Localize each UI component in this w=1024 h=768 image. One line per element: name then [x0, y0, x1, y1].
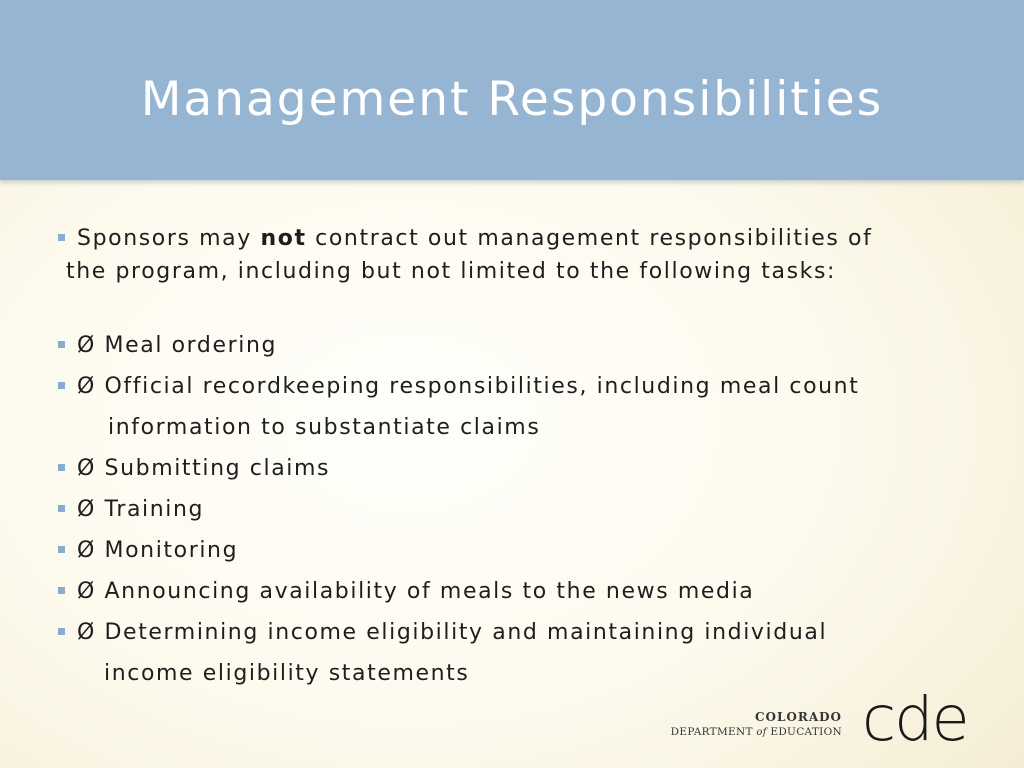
intro-emphasis: not	[260, 226, 307, 251]
intro-text-end: contract out management responsibilities of	[306, 226, 873, 251]
bullet-marker: Ø	[77, 620, 96, 645]
intro-line-1	[58, 222, 988, 255]
list-item	[58, 535, 998, 576]
cde-logo-mark	[862, 694, 988, 748]
square-bullet-icon	[58, 546, 65, 553]
square-bullet-icon	[58, 382, 65, 389]
list-item-text: Training	[104, 497, 205, 522]
list-item-text: Submitting claims	[104, 456, 331, 481]
logo-department-name	[671, 726, 842, 738]
bullet-marker: Ø	[77, 333, 96, 358]
list-item-text: Official recordkeeping responsibilities, including meal count	[104, 374, 860, 399]
square-bullet-icon	[58, 505, 65, 512]
square-bullet-icon	[58, 628, 65, 635]
intro-line-2: the program, including but not limited to the following tasks:	[66, 259, 837, 284]
bullet-marker: Ø	[77, 374, 96, 399]
square-bullet-icon	[58, 341, 65, 348]
logo-dept-text-end: EDUCATION	[766, 726, 842, 738]
logo-dept-text-start: DEPARTMENT	[670, 726, 757, 738]
list-item	[58, 494, 998, 535]
list-item-text: Determining income eligibility and maintaining individual	[104, 620, 828, 645]
bullet-marker: Ø	[77, 538, 96, 563]
list-item	[58, 330, 998, 371]
bullet-marker: Ø	[77, 497, 96, 522]
cde-logo-text: cde	[862, 694, 968, 748]
task-list	[58, 330, 998, 699]
square-bullet-icon	[58, 234, 65, 241]
list-item-text: Announcing availability of meals to the news media	[104, 579, 755, 604]
square-bullet-icon	[58, 464, 65, 471]
logo-state-name: COLORADO	[754, 710, 842, 724]
list-item	[58, 453, 998, 494]
intro-text-start: Sponsors may	[77, 226, 261, 251]
list-item	[58, 371, 998, 412]
logo-dept-of: of	[756, 727, 767, 738]
list-item-text: Meal ordering	[104, 333, 278, 358]
bullet-marker: Ø	[77, 579, 96, 604]
intro-paragraph	[58, 222, 988, 288]
list-item	[58, 617, 998, 658]
square-bullet-icon	[58, 587, 65, 594]
list-item	[58, 576, 998, 617]
cde-logo	[670, 694, 990, 750]
list-item-text: Monitoring	[104, 538, 239, 563]
list-item-continuation: income eligibility statements	[104, 661, 470, 686]
slide-title: Management Responsibilities	[140, 72, 884, 127]
bullet-marker: Ø	[77, 456, 96, 481]
list-item-continuation: information to substantiate claims	[108, 415, 541, 440]
